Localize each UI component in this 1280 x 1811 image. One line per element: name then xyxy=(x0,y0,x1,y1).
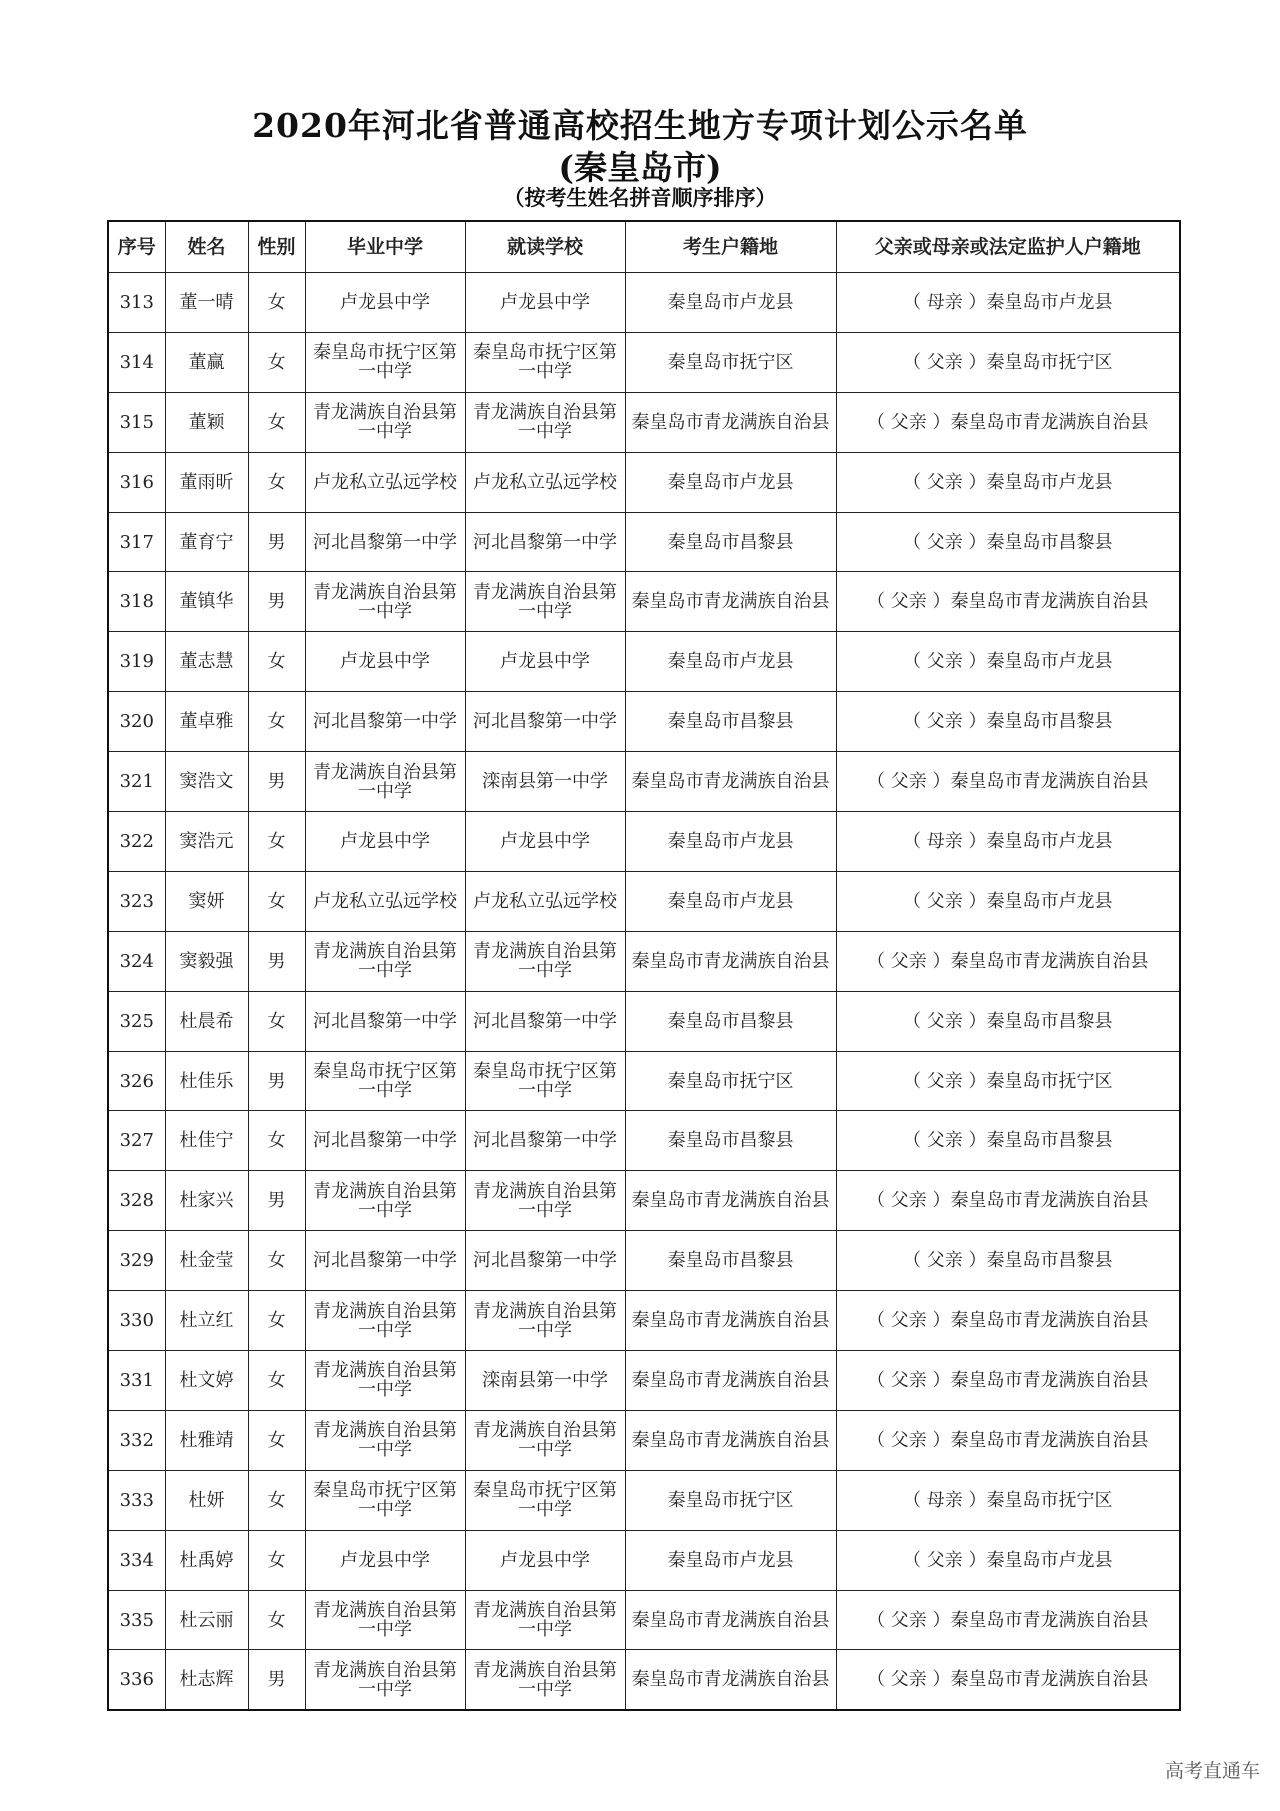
cell-name: 董赢 xyxy=(165,332,248,392)
header-gender: 性别 xyxy=(248,221,305,273)
cell-parent-registration: （ 父亲 ）秦皇岛市青龙满族自治县 xyxy=(836,931,1180,991)
cell-gender: 女 xyxy=(248,1410,305,1470)
cell-household-registration: 秦皇岛市青龙满族自治县 xyxy=(625,1291,836,1351)
cell-parent-registration: （ 父亲 ）秦皇岛市昌黎县 xyxy=(836,1231,1180,1291)
cell-household-registration: 秦皇岛市青龙满族自治县 xyxy=(625,572,836,632)
cell-index: 319 xyxy=(108,632,165,692)
cell-parent-registration: （ 父亲 ）秦皇岛市青龙满族自治县 xyxy=(836,1410,1180,1470)
cell-graduation-school: 青龙满族自治县第一中学 xyxy=(305,1351,465,1411)
table-row xyxy=(108,1470,1180,1530)
cell-graduation-school: 河北昌黎第一中学 xyxy=(305,512,465,572)
cell-current-school: 秦皇岛市抚宁区第一中学 xyxy=(465,1470,625,1530)
cell-index: 336 xyxy=(108,1650,165,1710)
cell-parent-registration: （ 父亲 ）秦皇岛市昌黎县 xyxy=(836,1111,1180,1171)
cell-household-registration: 秦皇岛市昌黎县 xyxy=(625,512,836,572)
table-row xyxy=(108,1231,1180,1291)
cell-household-registration: 秦皇岛市青龙满族自治县 xyxy=(625,1351,836,1411)
cell-name: 杜雅靖 xyxy=(165,1410,248,1470)
cell-gender: 男 xyxy=(248,572,305,632)
cell-index: 331 xyxy=(108,1351,165,1411)
cell-current-school: 河北昌黎第一中学 xyxy=(465,512,625,572)
cell-household-registration: 秦皇岛市卢龙县 xyxy=(625,1530,836,1590)
cell-index: 335 xyxy=(108,1590,165,1650)
cell-gender: 女 xyxy=(248,1470,305,1530)
cell-parent-registration: （ 父亲 ）秦皇岛市卢龙县 xyxy=(836,1530,1180,1590)
cell-current-school: 青龙满族自治县第一中学 xyxy=(465,1291,625,1351)
cell-household-registration: 秦皇岛市抚宁区 xyxy=(625,332,836,392)
table-row xyxy=(108,273,1180,333)
cell-household-registration: 秦皇岛市昌黎县 xyxy=(625,692,836,752)
cell-parent-registration: （ 父亲 ）秦皇岛市青龙满族自治县 xyxy=(836,1590,1180,1650)
cell-graduation-school: 卢龙县中学 xyxy=(305,632,465,692)
cell-parent-registration: （ 母亲 ）秦皇岛市抚宁区 xyxy=(836,1470,1180,1530)
cell-parent-registration: （ 父亲 ）秦皇岛市青龙满族自治县 xyxy=(836,1650,1180,1710)
cell-graduation-school: 青龙满族自治县第一中学 xyxy=(305,1590,465,1650)
cell-graduation-school: 河北昌黎第一中学 xyxy=(305,991,465,1051)
cell-graduation-school: 卢龙县中学 xyxy=(305,1530,465,1590)
cell-parent-registration: （ 父亲 ）秦皇岛市卢龙县 xyxy=(836,871,1180,931)
cell-current-school: 青龙满族自治县第一中学 xyxy=(465,392,625,452)
cell-parent-registration: （ 父亲 ）秦皇岛市抚宁区 xyxy=(836,1051,1180,1111)
cell-current-school: 青龙满族自治县第一中学 xyxy=(465,1171,625,1231)
cell-name: 杜立红 xyxy=(165,1291,248,1351)
cell-name: 杜佳宁 xyxy=(165,1111,248,1171)
cell-parent-registration: （ 父亲 ）秦皇岛市卢龙县 xyxy=(836,452,1180,512)
cell-index: 334 xyxy=(108,1530,165,1590)
table-row xyxy=(108,512,1180,572)
cell-gender: 女 xyxy=(248,392,305,452)
cell-name: 董一晴 xyxy=(165,273,248,333)
cell-current-school: 滦南县第一中学 xyxy=(465,1351,625,1411)
cell-parent-registration: （ 父亲 ）秦皇岛市昌黎县 xyxy=(836,692,1180,752)
cell-index: 330 xyxy=(108,1291,165,1351)
cell-gender: 男 xyxy=(248,931,305,991)
cell-household-registration: 秦皇岛市卢龙县 xyxy=(625,871,836,931)
cell-gender: 女 xyxy=(248,1351,305,1411)
header-graduation-school: 毕业中学 xyxy=(305,221,465,273)
sort-note: （按考生姓名拼音顺序排序） xyxy=(503,185,777,210)
cell-household-registration: 秦皇岛市青龙满族自治县 xyxy=(625,1171,836,1231)
table-row xyxy=(108,752,1180,812)
cell-index: 320 xyxy=(108,692,165,752)
cell-graduation-school: 青龙满族自治县第一中学 xyxy=(305,1410,465,1470)
cell-gender: 女 xyxy=(248,1291,305,1351)
header-name: 姓名 xyxy=(165,221,248,273)
cell-current-school: 滦南县第一中学 xyxy=(465,752,625,812)
header-current-school: 就读学校 xyxy=(465,221,625,273)
cell-household-registration: 秦皇岛市青龙满族自治县 xyxy=(625,1590,836,1650)
cell-index: 313 xyxy=(108,273,165,333)
table-header-row xyxy=(108,221,1180,273)
cell-name: 杜家兴 xyxy=(165,1171,248,1231)
cell-current-school: 卢龙私立弘远学校 xyxy=(465,452,625,512)
cell-graduation-school: 秦皇岛市抚宁区第一中学 xyxy=(305,1051,465,1111)
cell-parent-registration: （ 父亲 ）秦皇岛市青龙满族自治县 xyxy=(836,752,1180,812)
cell-current-school: 青龙满族自治县第一中学 xyxy=(465,1650,625,1710)
cell-gender: 女 xyxy=(248,332,305,392)
cell-name: 董育宁 xyxy=(165,512,248,572)
cell-current-school: 卢龙私立弘远学校 xyxy=(465,871,625,931)
cell-index: 317 xyxy=(108,512,165,572)
header-index: 序号 xyxy=(108,221,165,273)
cell-graduation-school: 卢龙私立弘远学校 xyxy=(305,871,465,931)
cell-parent-registration: （ 父亲 ）秦皇岛市抚宁区 xyxy=(836,332,1180,392)
cell-graduation-school: 青龙满族自治县第一中学 xyxy=(305,572,465,632)
cell-name: 杜云丽 xyxy=(165,1590,248,1650)
cell-name: 杜佳乐 xyxy=(165,1051,248,1111)
cell-current-school: 卢龙县中学 xyxy=(465,812,625,872)
cell-current-school: 河北昌黎第一中学 xyxy=(465,991,625,1051)
table-row xyxy=(108,931,1180,991)
cell-gender: 女 xyxy=(248,1590,305,1650)
cell-current-school: 青龙满族自治县第一中学 xyxy=(465,572,625,632)
page-title: 2020年河北省普通高校招生地方专项计划公示名单 xyxy=(252,106,1028,145)
table-row xyxy=(108,332,1180,392)
cell-name: 董卓雅 xyxy=(165,692,248,752)
table-row xyxy=(108,1171,1180,1231)
cell-name: 窦浩元 xyxy=(165,812,248,872)
cell-graduation-school: 青龙满族自治县第一中学 xyxy=(305,392,465,452)
cell-index: 314 xyxy=(108,332,165,392)
cell-parent-registration: （ 父亲 ）秦皇岛市青龙满族自治县 xyxy=(836,1171,1180,1231)
cell-gender: 女 xyxy=(248,692,305,752)
cell-graduation-school: 秦皇岛市抚宁区第一中学 xyxy=(305,332,465,392)
table-row xyxy=(108,812,1180,872)
cell-gender: 女 xyxy=(248,1111,305,1171)
table-row xyxy=(108,871,1180,931)
cell-index: 325 xyxy=(108,991,165,1051)
cell-household-registration: 秦皇岛市昌黎县 xyxy=(625,1231,836,1291)
cell-graduation-school: 河北昌黎第一中学 xyxy=(305,1231,465,1291)
header-household-registration: 考生户籍地 xyxy=(625,221,836,273)
cell-graduation-school: 青龙满族自治县第一中学 xyxy=(305,1291,465,1351)
cell-household-registration: 秦皇岛市卢龙县 xyxy=(625,452,836,512)
cell-graduation-school: 青龙满族自治县第一中学 xyxy=(305,752,465,812)
watermark: 高考直通车 xyxy=(1164,1760,1260,1782)
cell-name: 杜妍 xyxy=(165,1470,248,1530)
cell-name: 窦浩文 xyxy=(165,752,248,812)
cell-household-registration: 秦皇岛市青龙满族自治县 xyxy=(625,931,836,991)
table-row xyxy=(108,452,1180,512)
cell-parent-registration: （ 父亲 ）秦皇岛市青龙满族自治县 xyxy=(836,572,1180,632)
cell-gender: 男 xyxy=(248,1650,305,1710)
cell-index: 321 xyxy=(108,752,165,812)
cell-index: 327 xyxy=(108,1111,165,1171)
cell-gender: 女 xyxy=(248,991,305,1051)
cell-name: 杜晨希 xyxy=(165,991,248,1051)
cell-graduation-school: 河北昌黎第一中学 xyxy=(305,1111,465,1171)
cell-index: 326 xyxy=(108,1051,165,1111)
header-parent-registration: 父亲或母亲或法定监护人户籍地 xyxy=(836,221,1180,273)
table-row xyxy=(108,392,1180,452)
cell-current-school: 河北昌黎第一中学 xyxy=(465,1111,625,1171)
cell-household-registration: 秦皇岛市卢龙县 xyxy=(625,812,836,872)
cell-name: 杜文婷 xyxy=(165,1351,248,1411)
table-row xyxy=(108,632,1180,692)
cell-current-school: 青龙满族自治县第一中学 xyxy=(465,1410,625,1470)
cell-household-registration: 秦皇岛市青龙满族自治县 xyxy=(625,752,836,812)
cell-name: 董颖 xyxy=(165,392,248,452)
table-row xyxy=(108,991,1180,1051)
cell-household-registration: 秦皇岛市青龙满族自治县 xyxy=(625,1650,836,1710)
cell-graduation-school: 青龙满族自治县第一中学 xyxy=(305,1650,465,1710)
cell-index: 329 xyxy=(108,1231,165,1291)
cell-parent-registration: （ 父亲 ）秦皇岛市昌黎县 xyxy=(836,512,1180,572)
cell-current-school: 秦皇岛市抚宁区第一中学 xyxy=(465,1051,625,1111)
cell-parent-registration: （ 父亲 ）秦皇岛市卢龙县 xyxy=(836,632,1180,692)
table-row xyxy=(108,1530,1180,1590)
cell-gender: 男 xyxy=(248,1171,305,1231)
cell-household-registration: 秦皇岛市抚宁区 xyxy=(625,1470,836,1530)
cell-index: 318 xyxy=(108,572,165,632)
cell-current-school: 卢龙县中学 xyxy=(465,273,625,333)
cell-current-school: 卢龙县中学 xyxy=(465,632,625,692)
cell-graduation-school: 秦皇岛市抚宁区第一中学 xyxy=(305,1470,465,1530)
cell-name: 董雨昕 xyxy=(165,452,248,512)
cell-graduation-school: 青龙满族自治县第一中学 xyxy=(305,931,465,991)
cell-current-school: 青龙满族自治县第一中学 xyxy=(465,931,625,991)
cell-index: 323 xyxy=(108,871,165,931)
cell-current-school: 河北昌黎第一中学 xyxy=(465,1231,625,1291)
cell-name: 董镇华 xyxy=(165,572,248,632)
cell-parent-registration: （ 母亲 ）秦皇岛市卢龙县 xyxy=(836,273,1180,333)
table-row xyxy=(108,1650,1180,1710)
cell-graduation-school: 卢龙私立弘远学校 xyxy=(305,452,465,512)
page-subtitle: (秦皇岛市) xyxy=(558,148,722,187)
candidate-table xyxy=(107,220,1181,1711)
cell-name: 杜金莹 xyxy=(165,1231,248,1291)
cell-household-registration: 秦皇岛市昌黎县 xyxy=(625,1111,836,1171)
cell-index: 315 xyxy=(108,392,165,452)
table-row xyxy=(108,1051,1180,1111)
cell-name: 杜禹婷 xyxy=(165,1530,248,1590)
cell-index: 322 xyxy=(108,812,165,872)
table-row xyxy=(108,572,1180,632)
cell-name: 窦毅强 xyxy=(165,931,248,991)
cell-parent-registration: （ 父亲 ）秦皇岛市青龙满族自治县 xyxy=(836,1291,1180,1351)
cell-current-school: 卢龙县中学 xyxy=(465,1530,625,1590)
cell-gender: 女 xyxy=(248,812,305,872)
cell-household-registration: 秦皇岛市卢龙县 xyxy=(625,632,836,692)
cell-current-school: 青龙满族自治县第一中学 xyxy=(465,1590,625,1650)
cell-index: 328 xyxy=(108,1171,165,1231)
cell-gender: 女 xyxy=(248,632,305,692)
cell-gender: 女 xyxy=(248,273,305,333)
cell-parent-registration: （ 父亲 ）秦皇岛市青龙满族自治县 xyxy=(836,1351,1180,1411)
cell-name: 窦妍 xyxy=(165,871,248,931)
cell-gender: 男 xyxy=(248,752,305,812)
cell-index: 324 xyxy=(108,931,165,991)
cell-gender: 女 xyxy=(248,452,305,512)
cell-gender: 女 xyxy=(248,1231,305,1291)
cell-index: 333 xyxy=(108,1470,165,1530)
cell-household-registration: 秦皇岛市卢龙县 xyxy=(625,273,836,333)
cell-household-registration: 秦皇岛市昌黎县 xyxy=(625,991,836,1051)
cell-graduation-school: 河北昌黎第一中学 xyxy=(305,692,465,752)
cell-index: 332 xyxy=(108,1410,165,1470)
cell-parent-registration: （ 父亲 ）秦皇岛市青龙满族自治县 xyxy=(836,392,1180,452)
cell-graduation-school: 卢龙县中学 xyxy=(305,812,465,872)
cell-gender: 女 xyxy=(248,1530,305,1590)
cell-parent-registration: （ 父亲 ）秦皇岛市昌黎县 xyxy=(836,991,1180,1051)
cell-household-registration: 秦皇岛市青龙满族自治县 xyxy=(625,1410,836,1470)
cell-current-school: 河北昌黎第一中学 xyxy=(465,692,625,752)
table-row xyxy=(108,1111,1180,1171)
cell-index: 316 xyxy=(108,452,165,512)
cell-household-registration: 秦皇岛市青龙满族自治县 xyxy=(625,392,836,452)
cell-gender: 男 xyxy=(248,512,305,572)
cell-current-school: 秦皇岛市抚宁区第一中学 xyxy=(465,332,625,392)
table-row xyxy=(108,1590,1180,1650)
table-row xyxy=(108,692,1180,752)
cell-name: 董志慧 xyxy=(165,632,248,692)
cell-household-registration: 秦皇岛市抚宁区 xyxy=(625,1051,836,1111)
table-row xyxy=(108,1410,1180,1470)
cell-gender: 男 xyxy=(248,1051,305,1111)
cell-parent-registration: （ 母亲 ）秦皇岛市卢龙县 xyxy=(836,812,1180,872)
cell-name: 杜志辉 xyxy=(165,1650,248,1710)
cell-graduation-school: 卢龙县中学 xyxy=(305,273,465,333)
table-row xyxy=(108,1291,1180,1351)
cell-gender: 女 xyxy=(248,871,305,931)
cell-graduation-school: 青龙满族自治县第一中学 xyxy=(305,1171,465,1231)
table-row xyxy=(108,1351,1180,1411)
